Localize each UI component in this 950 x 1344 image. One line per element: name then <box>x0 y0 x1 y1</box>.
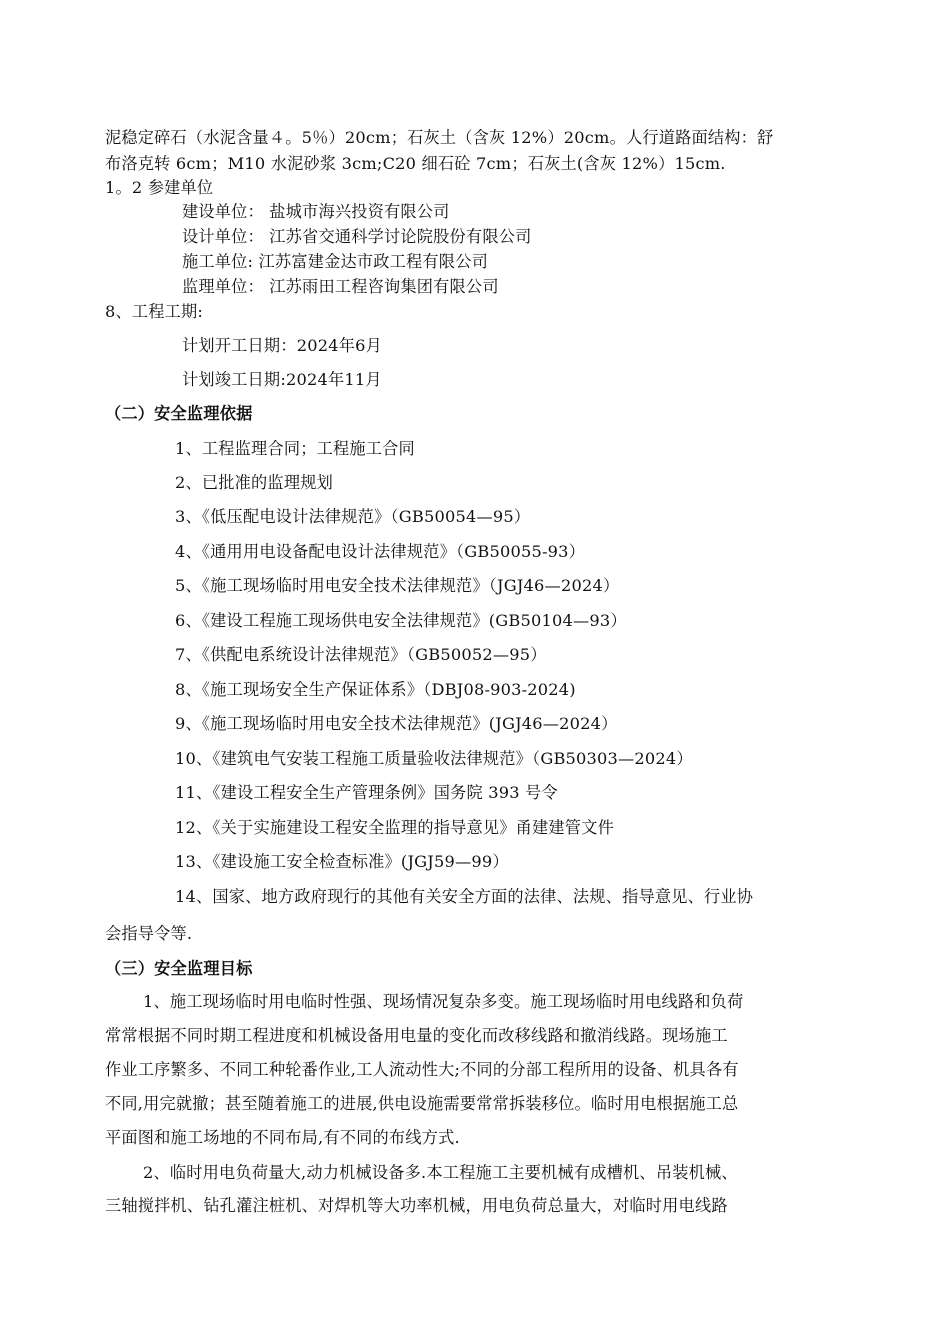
basis-item: 5、《施工现场临时用电安全技术法律规范》（JGJ46—2024） <box>175 576 620 595</box>
section-goals-heading: （三）安全监理目标 <box>105 959 253 978</box>
basis-item: 2、已批准的监理规划 <box>175 473 333 492</box>
goals-p2-line: 三轴搅拌机、钻孔灌注桩机、对焊机等大功率机械，用电负荷总量大，对临时用电线路 <box>105 1196 728 1215</box>
basis-item: 10、《建筑电气安装工程施工质量验收法律规范》（GB50303—2024） <box>175 749 693 768</box>
basis-item: 11、《建设工程安全生产管理条例》国务院 393 号令 <box>175 783 558 802</box>
participant-construction: 建设单位： 盐城市海兴投资有限公司 <box>182 202 450 221</box>
goals-p1-line: 不同,用完就撤；甚至随着施工的进展,供电设施需要常常拆装移位。临时用电根据施工总 <box>105 1094 739 1113</box>
goals-p1-line: 常常根据不同时期工程进度和机械设备用电量的变化而改移线路和撤消线路。现场施工 <box>105 1026 728 1045</box>
basis-item-14-line-1: 14、国家、地方政府现行的其他有关安全方面的法律、法规、指导意见、行业协 <box>175 887 754 906</box>
basis-item: 12、《关于实施建设工程安全监理的指导意见》甬建建管文件 <box>175 818 614 837</box>
goals-p1-line: 1、施工现场临时用电临时性强、现场情况复杂多变。施工现场临时用电线路和负荷 <box>143 992 744 1011</box>
basis-item-14-line-2: 会指导令等. <box>105 924 193 943</box>
basis-item: 9、《施工现场临时用电安全技术法律规范》(JGJ46—2024） <box>175 714 618 733</box>
participant-supervisor: 监理单位： 江苏雨田工程咨询集团有限公司 <box>182 277 499 296</box>
goals-p1-line: 平面图和施工场地的不同布局,有不同的布线方式. <box>105 1128 460 1147</box>
intro-line-2: 布洛克转 6cm；M10 水泥砂浆 3cm;C20 细石砼 7cm；石灰土(含灰 12%）15cm. <box>105 154 726 173</box>
intro-line-1: 泥稳定碎石（水泥含量４。5％）20cm；石灰土（含灰 12%）20cm。人行道路面结构：舒 <box>105 128 774 147</box>
schedule-start: 计划开工日期：2024年6月 <box>182 336 382 355</box>
participant-builder: 施工单位: 江苏富建金达市政工程有限公司 <box>182 252 488 271</box>
basis-item: 7、《供配电系统设计法律规范》（GB50052—95） <box>175 645 547 664</box>
basis-item: 6、《建设工程施工现场供电安全法律规范》(GB50104—93） <box>175 611 627 630</box>
section-basis-heading: （二）安全监理依据 <box>105 404 253 423</box>
basis-item: 3、《低压配电设计法律规范》（GB50054—95） <box>175 507 531 526</box>
participants-heading: 1。2 参建单位 <box>105 178 214 197</box>
basis-item: 13、《建设施工安全检查标准》(JGJ59—99） <box>175 852 509 871</box>
basis-item: 8、《施工现场安全生产保证体系》（DBJ08-903-2024) <box>175 680 576 699</box>
participant-design: 设计单位： 江苏省交通科学讨论院股份有限公司 <box>182 227 532 246</box>
goals-p1-line: 作业工序繁多、不同工种轮番作业,工人流动性大;不同的分部工程所用的设备、机具各有 <box>105 1060 739 1079</box>
schedule-heading: 8、工程工期: <box>105 302 204 321</box>
basis-item: 4、《通用用电设备配电设计法律规范》（GB50055-93） <box>175 542 586 561</box>
basis-item: 1、工程监理合同；工程施工合同 <box>175 439 415 458</box>
schedule-end: 计划竣工日期:2024年11月 <box>182 370 382 389</box>
goals-p2-line: 2、临时用电负荷量大,动力机械设备多.本工程施工主要机械有成槽机、吊装机械、 <box>143 1163 738 1182</box>
